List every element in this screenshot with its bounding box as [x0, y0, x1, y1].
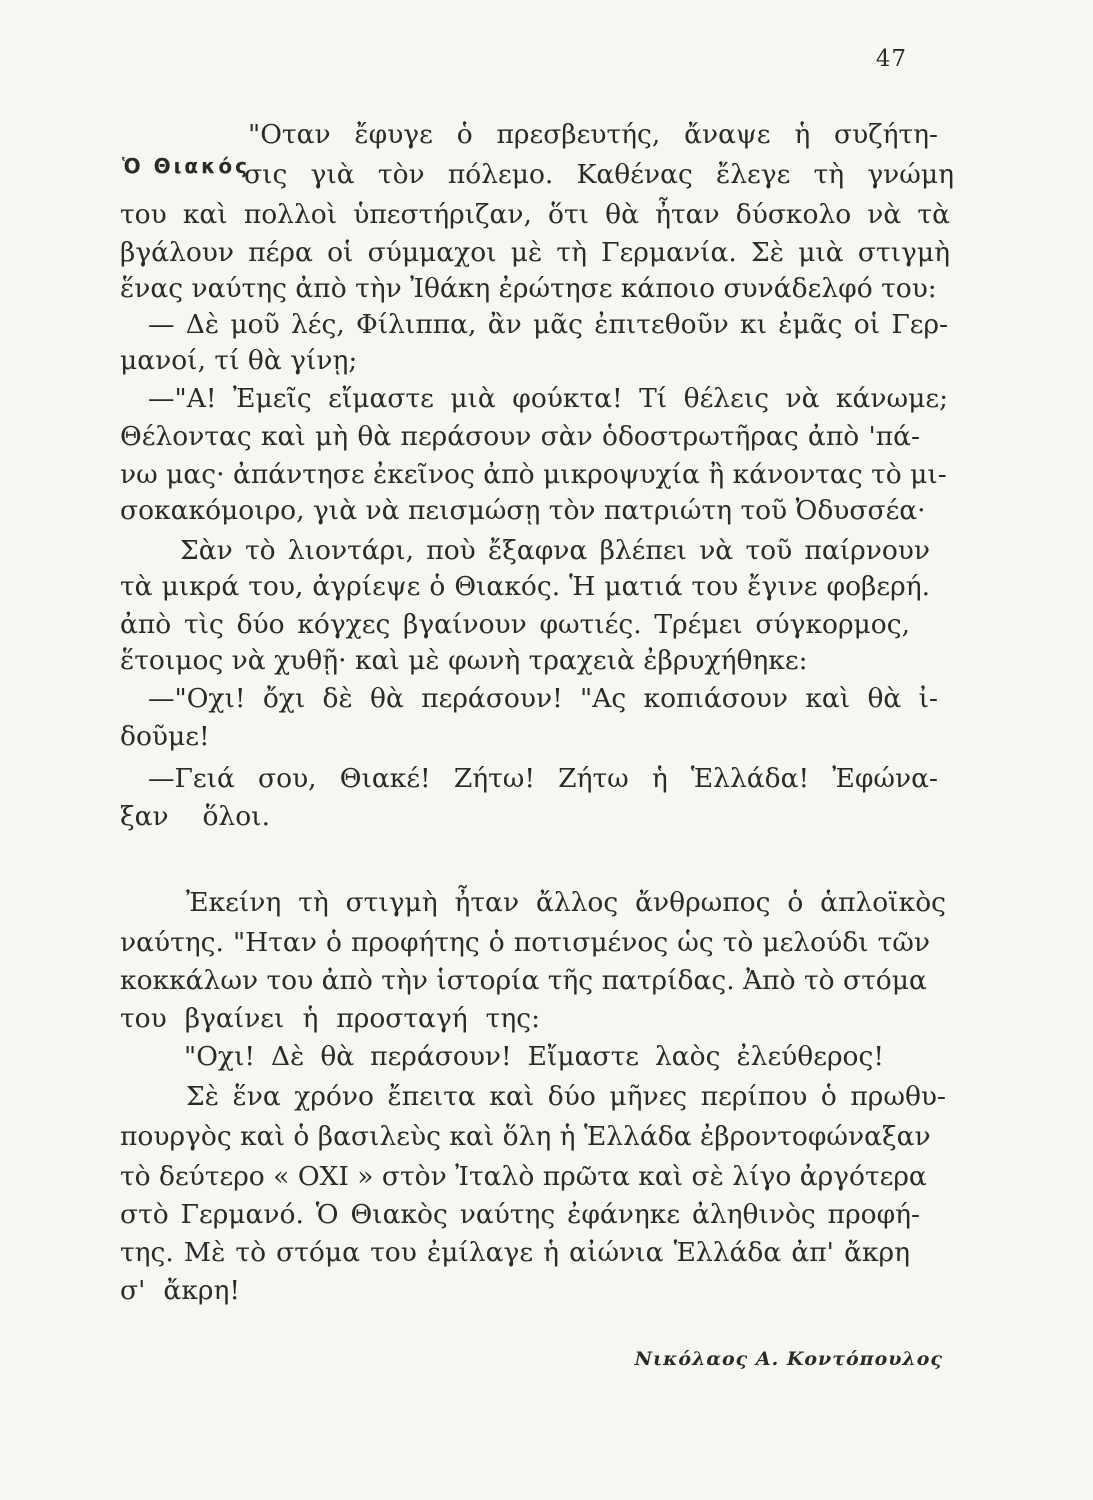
text-line: τὰ μικρά του, ἀγρίεψε ὁ Θιακός. Ἡ ματιά του ἔγινε φοβερή. [120, 571, 930, 602]
text-line: της. Μὲ τὸ στόμα του ἐμίλαγε ἡ αἰώνια Ἑλλάδα ἀπ' ἄκρη [120, 1237, 910, 1268]
text-line: —"Οχι! ὄχι δὲ θὰ περάσουν! "Ας κοπιάσουν καὶ θὰ ἰ- [148, 683, 938, 714]
text-line: Σὰν τὸ λιοντάρι, ποὺ ἔξαφνα βλέπει νὰ τοῦ παίρνουν [180, 535, 930, 566]
text-line: ναύτης. "Ηταν ὁ προφήτης ὁ ποτισμένος ὡς τὸ μελούδι τῶν [120, 927, 930, 958]
text-line: Ἐκείνη τὴ στιγμὴ ἦταν ἄλλος ἄνθρωπος ὁ ἁπλοϊκὸς [186, 887, 946, 918]
text-line: νω μας· ἀπάντησε ἐκεῖνος ἀπὸ μικροψυχία ἢ κάνοντας τὸ μι- [120, 459, 947, 490]
margin-heading: Ὁ Θιακός [122, 154, 250, 178]
text-line: του βγαίνει ἡ προσταγή της: [120, 1003, 540, 1034]
text-line: του καὶ πολλοὶ ὑπεστήριζαν, ὅτι θὰ ἦταν δύσκολο νὰ τὰ [120, 199, 950, 230]
text-line: ἕνας ναύτης ἀπὸ τὴν Ἰθάκη ἐρώτησε κάποιο συνάδελφό του: [120, 273, 937, 304]
text-line: —Γειά σου, Θιακέ! Ζήτω! Ζήτω ἡ Ἑλλάδα! Ἐφώνα- [148, 763, 938, 794]
text-line: βγάλουν πέρα οἱ σύμμαχοι μὲ τὴ Γερμανία. Σὲ μιὰ στιγμὴ [120, 237, 950, 268]
text-line: "Οχι! Δὲ θὰ περάσουν! Εἴμαστε λαὸς ἐλεύθερος! [184, 1041, 884, 1072]
page-number: 47 [875, 46, 907, 72]
text-line: μανοί, τί θὰ γίνῃ; [120, 345, 358, 376]
text-line: κοκκάλων του ἀπὸ τὴν ἱστορία τῆς πατρίδας. Ἀπὸ τὸ στόμα [120, 965, 927, 996]
text-line: σις γιὰ τὸν πόλεμο. Καθένας ἔλεγε τὴ γνώμη [244, 159, 954, 190]
text-line: — Δὲ μοῦ λές, Φίλιππα, ἂν μᾶς ἐπιτεθοῦν κι ἐμᾶς οἱ Γερ- [148, 309, 948, 340]
text-line: ἀπὸ τὶς δύο κόγχες βγαίνουν φωτιές. Τρέμει σύγκορμος, [120, 609, 910, 640]
text-line: —"Α! Ἐμεῖς εἴμαστε μιὰ φούκτα! Τί θέλεις νὰ κάνωμε; [148, 383, 948, 414]
author-signature: Νικόλαος Α. Κοντόπουλος [634, 1348, 943, 1370]
text-line: ξαν ὅλοι. [120, 801, 270, 832]
text-line: σοκακόμοιρο, γιὰ νὰ πεισμώσῃ τὸν πατριώτη τοῦ Ὀδυσσέα· [120, 495, 926, 526]
text-line: Θέλοντας καὶ μὴ θὰ περάσουν σὰν ὁδοστρωτῆρας ἀπὸ 'πά- [120, 421, 920, 452]
text-line: πουργὸς καὶ ὁ βασιλεὺς καὶ ὅλη ἡ Ἑλλάδα ἐβροντοφώναξαν [120, 1121, 931, 1152]
text-line: τὸ δεύτερο « ΟΧΙ » στὸν Ἰταλὸ πρῶτα καὶ σὲ λίγο ἀργότερα [120, 1161, 927, 1192]
text-line: δοῦμε! [120, 721, 210, 752]
text-line: σ' ἄκρη! [120, 1275, 240, 1306]
text-line: στὸ Γερμανό. Ὁ Θιακὸς ναύτης ἐφάνηκε ἀληθινὸς προφή- [120, 1199, 920, 1230]
text-line: ἕτοιμος νὰ χυθῇ· καὶ μὲ φωνὴ τραχειὰ ἐβρυχήθηκε: [120, 645, 808, 676]
text-line: Σὲ ἕνα χρόνο ἔπειτα καὶ δύο μῆνες περίπου ὁ πρωθυ- [186, 1081, 946, 1112]
text-line: "Οταν ἔφυγε ὁ πρεσβευτής, ἄναψε ἡ συζήτη- [248, 119, 938, 150]
